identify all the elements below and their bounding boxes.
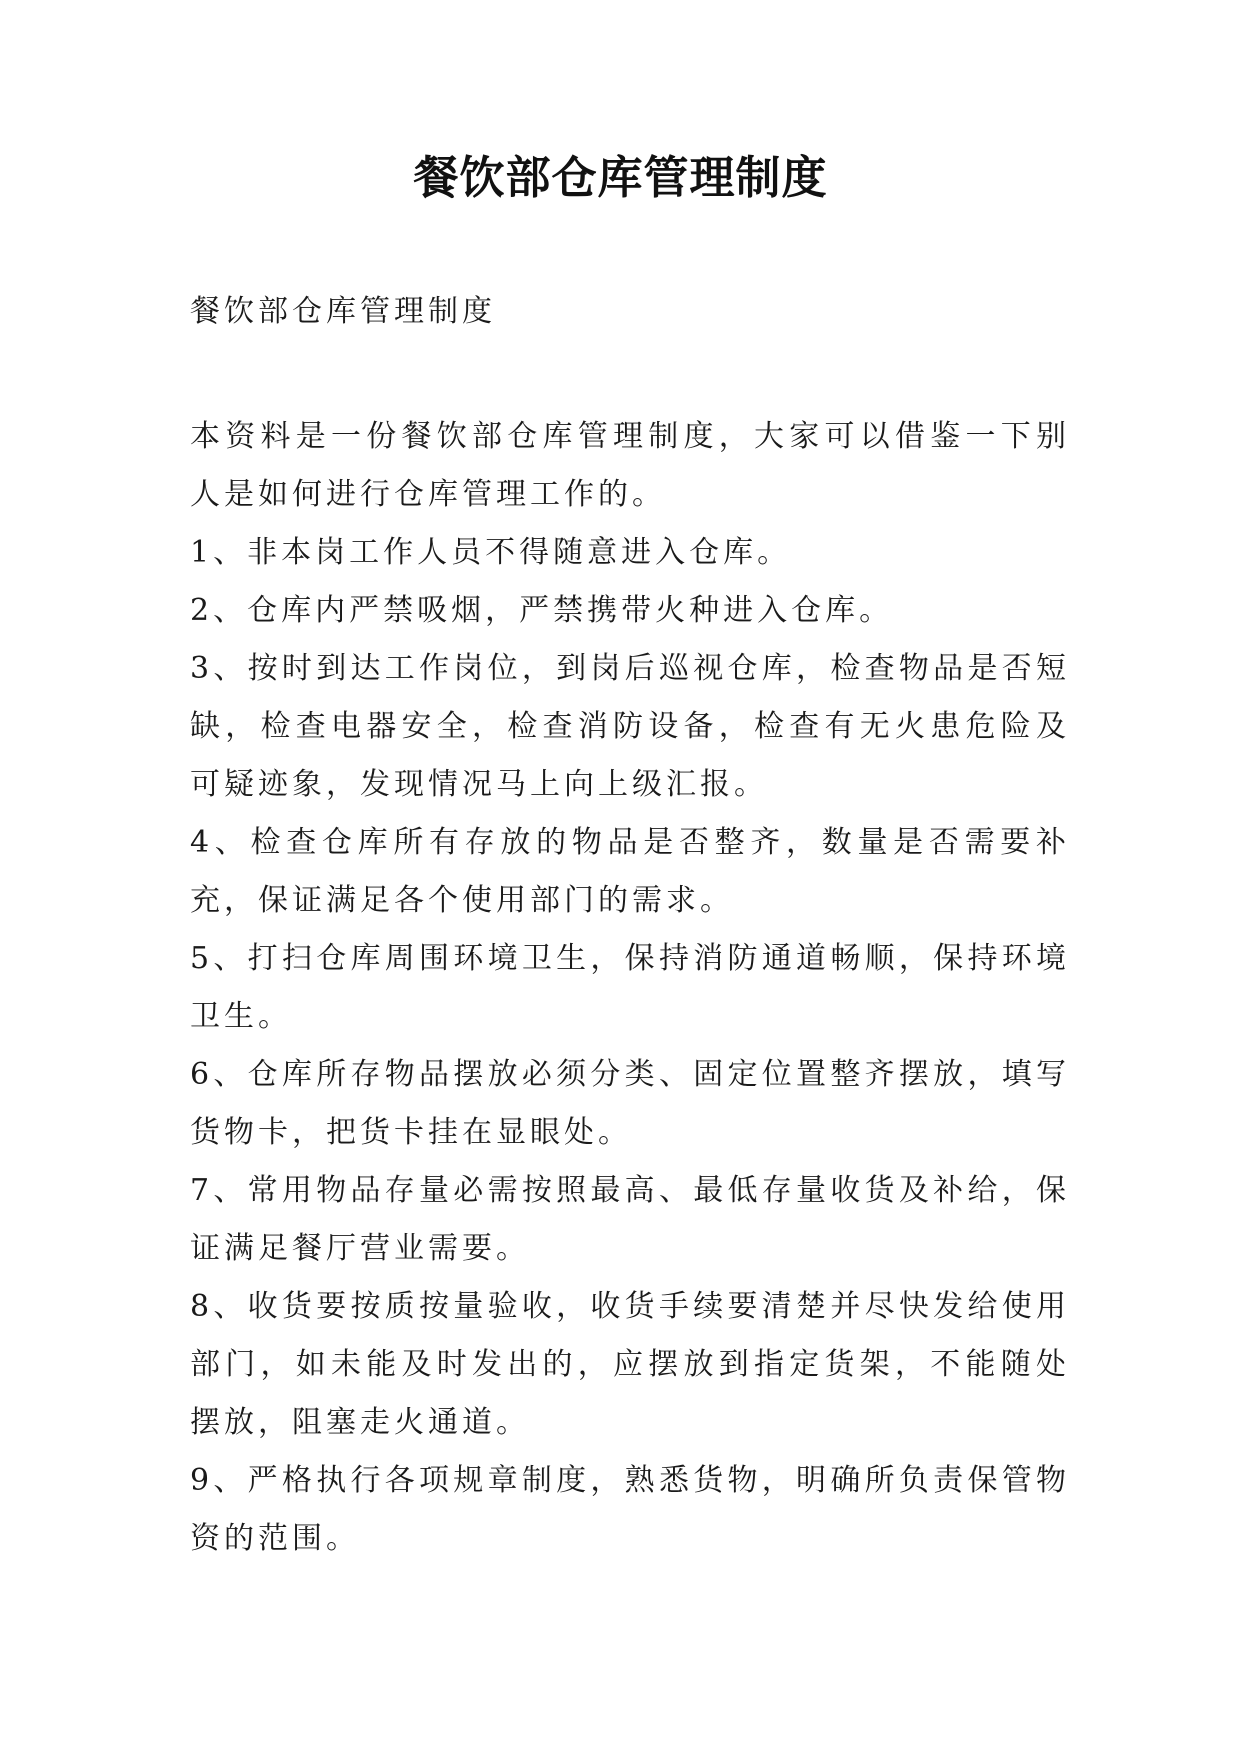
document-title: 餐饮部仓库管理制度	[413, 151, 828, 204]
paragraph-rule-1: 1、非本岗工作人员不得随意进入仓库。	[190, 535, 792, 570]
paragraph-rule-3: 3、按时到达工作岗位，到岗后巡视仓库，检查物品是否短缺，检查电器安全，检查消防设备，检查有无火患危险及可疑迹象，发现情况马上向上级汇报。	[190, 651, 1070, 802]
document-subtitle: 餐饮部仓库管理制度	[190, 294, 496, 329]
paragraph-rule-4: 4、检查仓库所有存放的物品是否整齐，数量是否需要补充，保证满足各个使用部门的需求。	[190, 825, 1070, 918]
paragraph-rule-6: 6、仓库所存物品摆放必须分类、固定位置整齐摆放，填写货物卡，把货卡挂在显眼处。	[190, 1057, 1070, 1150]
paragraph-rule-7: 7、常用物品存量必需按照最高、最低存量收货及补给，保证满足餐厅营业需要。	[190, 1173, 1070, 1266]
paragraph-rule-2: 2、仓库内严禁吸烟，严禁携带火种进入仓库。	[190, 593, 894, 628]
document-body	[190, 408, 1070, 1568]
paragraph-rule-5: 5、打扫仓库周围环境卫生，保持消防通道畅顺，保持环境卫生。	[190, 941, 1070, 1034]
paragraph-rule-9: 9、严格执行各项规章制度，熟悉货物，明确所负责保管物资的范围。	[190, 1463, 1070, 1556]
paragraph-intro: 本资料是一份餐饮部仓库管理制度，大家可以借鉴一下别人是如何进行仓库管理工作的。	[190, 419, 1070, 512]
paragraph-rule-8: 8、收货要按质按量验收，收货手续要清楚并尽快发给使用部门，如未能及时发出的，应摆放到指定货架，不能随处摆放，阻塞走火通道。	[190, 1289, 1070, 1440]
